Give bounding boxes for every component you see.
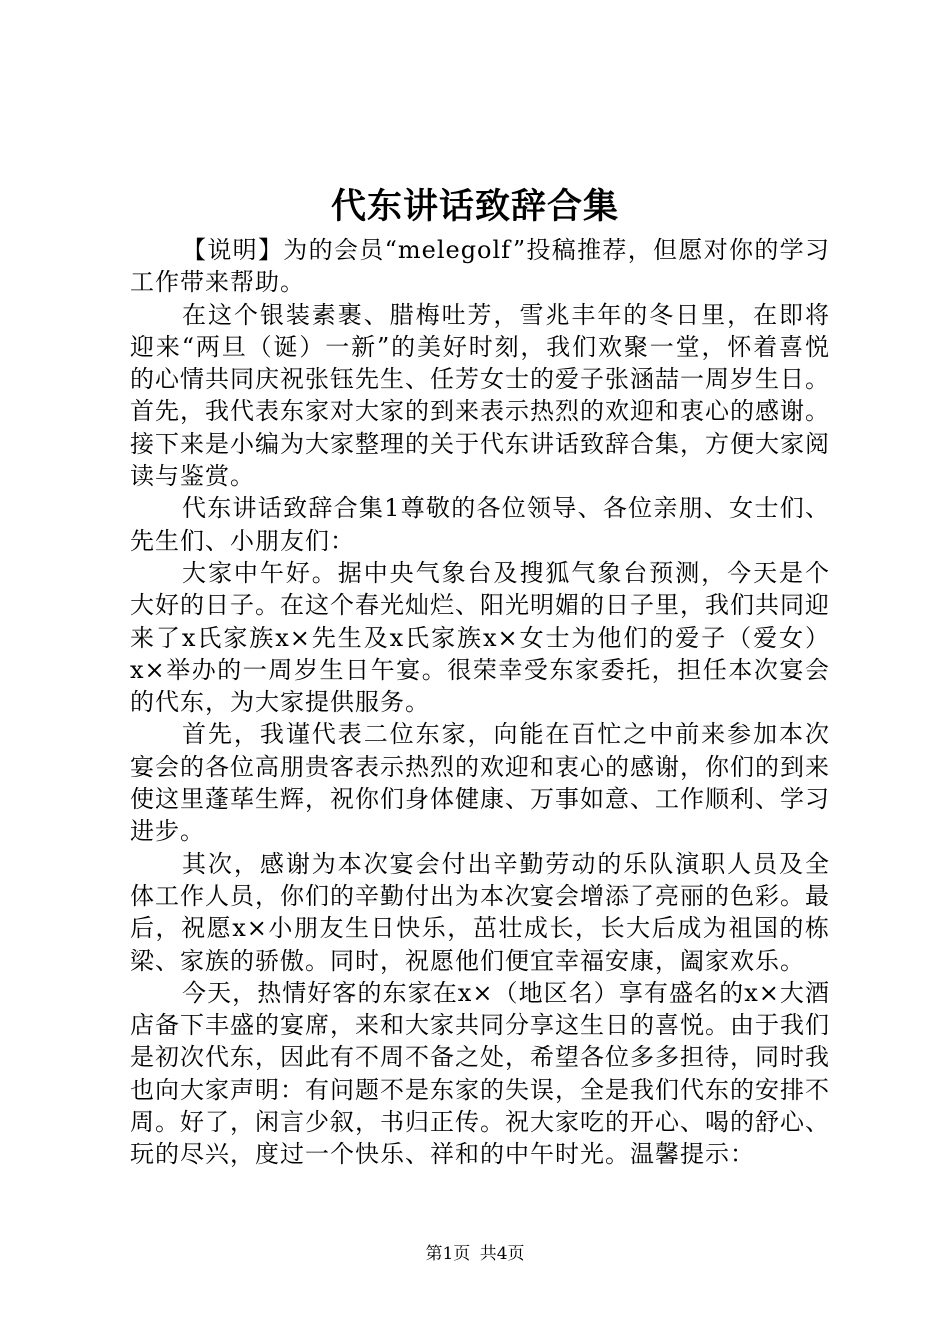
paragraph-banquet: 今天，热情好客的东家在x×（地区名）享有盛名的x×大酒店备下丰盛的宴席，来和大家共同分享这生日的喜悦。由于我们是初次代东，因此有不周不备之处，希望各位多多担待，同时我也向大家声明：有问题不是东家的失误，全是我们代东的安排不周。好了，闲言少叙，书归正传。祝大家吃的开心、喝的舒心、玩的尽兴，度过一个快乐、祥和的中午时光。温馨提示：	[130, 978, 830, 1169]
page-total: 共4页	[479, 1244, 525, 1264]
page-number: 第1页	[425, 1244, 471, 1264]
paragraph-intro: 在这个银装素裹、腊梅吐芳，雪兆丰年的冬日里，在即将迎来“两旦（诞）一新”的美好时刻，我们欢聚一堂，怀着喜悦的心情共同庆祝张钰先生、任芳女士的爱子张涵喆一周岁生日。首先，我代表东家对大家的到来表示热烈的欢迎和衷心的感谢。接下来是小编为大家整理的关于代东讲话致辞合集，方便大家阅读与鉴赏。	[130, 300, 830, 491]
paragraph-thanks: 其次，感谢为本次宴会付出辛勤劳动的乐队演职人员及全体工作人员，你们的辛勤付出为本次宴会增添了亮丽的色彩。最后，祝愿x×小朋友生日快乐，茁壮成长，长大后成为祖国的栋梁、家族的骄傲。同时，祝愿他们便宜幸福安康，阖家欢乐。	[130, 849, 830, 975]
page-footer	[0, 1242, 950, 1266]
document-body	[130, 234, 830, 1171]
paragraph-greeting: 大家中午好。据中央气象台及搜狐气象台预测，今天是个大好的日子。在这个春光灿烂、阳光明媚的日子里，我们共同迎来了x氏家族x×先生及x氏家族x×女士为他们的爱子（爱女）x×举办的一周岁生日午宴。很荣幸受东家委托，担任本次宴会的代东，为大家提供服务。	[130, 558, 830, 717]
paragraph-salutation: 代东讲话致辞合集1尊敬的各位领导、各位亲朋、女士们、先生们、小朋友们：	[130, 494, 830, 555]
document-title: 代东讲话致辞合集	[330, 186, 619, 227]
paragraph-note: 【说明】为的会员“melegolf”投稿推荐，但愿对你的学习工作带来帮助。	[130, 236, 830, 297]
paragraph-welcome: 首先，我谨代表二位东家，向能在百忙之中前来参加本次宴会的各位高朋贵客表示热烈的欢迎和衷心的感谢，你们的到来使这里蓬荜生辉，祝你们身体健康、万事如意、工作顺利、学习进步。	[130, 720, 830, 846]
